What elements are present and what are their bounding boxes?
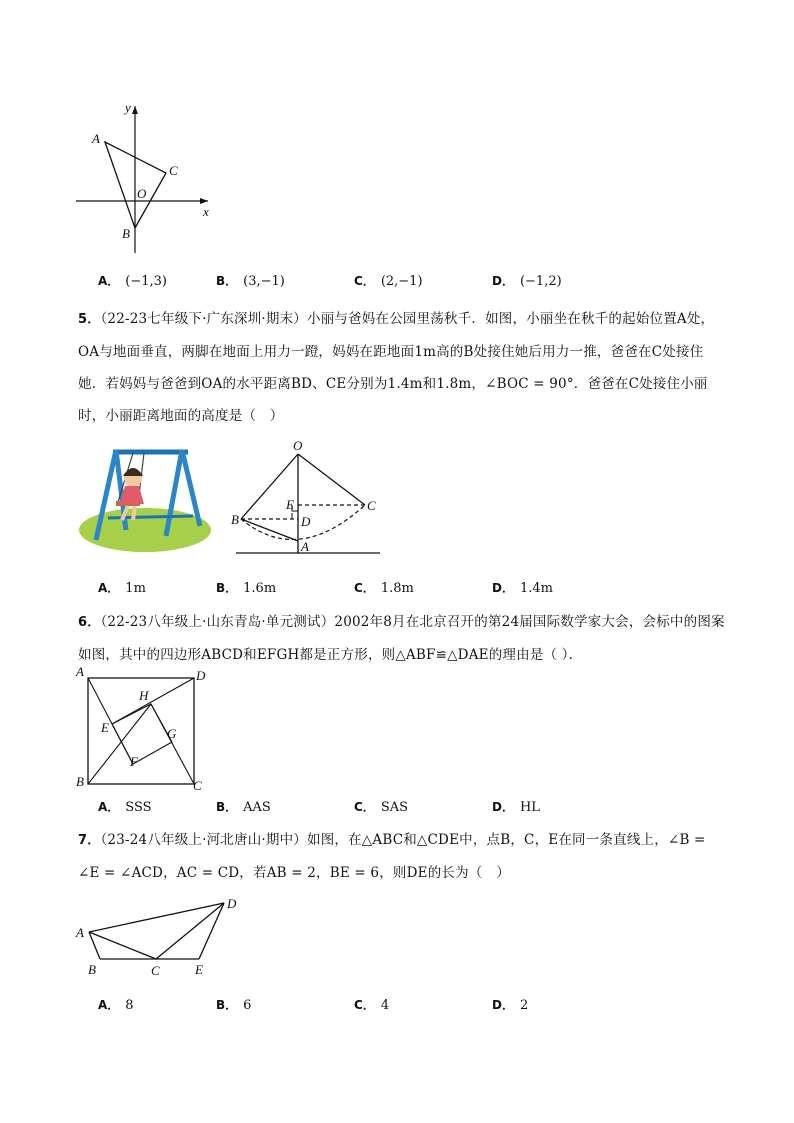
point-a-label: A: [76, 664, 84, 679]
point-g-label: G: [167, 726, 177, 741]
q6-option-c[interactable]: C． SAS: [354, 800, 409, 815]
q7-option-c[interactable]: C． 4: [354, 998, 390, 1013]
point-e-label: E: [195, 962, 203, 977]
q4-option-c[interactable]: C． (2,−1): [354, 274, 423, 289]
q7-options: [98, 996, 658, 1016]
q4-option-a[interactable]: A． (−1,3): [98, 274, 168, 289]
question-7-number: 7．: [78, 833, 101, 848]
point-a-label: A: [76, 925, 84, 940]
q6-options: [98, 798, 658, 818]
point-b-label: B: [122, 226, 130, 241]
triangles-figure: [72, 890, 252, 982]
x-axis-label: x: [203, 204, 209, 219]
origin-label: O: [137, 186, 147, 201]
q6-option-a[interactable]: A． SSS: [98, 800, 152, 815]
question-6-number: 6．: [78, 615, 101, 630]
point-f-label: F: [130, 754, 138, 769]
point-h-label: H: [139, 688, 149, 703]
swing-geometry-figure: [230, 438, 385, 560]
point-b-label: B: [88, 962, 96, 977]
point-a-label: A: [301, 539, 309, 554]
point-a-label: A: [92, 131, 100, 146]
point-c-label: C: [193, 778, 202, 793]
q5-options: [98, 579, 658, 599]
question-5: [78, 303, 728, 432]
question-5-text: （22-23七年级下·广东深圳·期末）小丽与爸妈在公园里荡秋千．如图，小丽坐在秋千的起始位置A处，OA与地面垂直，两脚在地面上用力一蹬，妈妈在距地面1m高的B处接住她后用力一推，爸爸在C处接住她．若妈妈与爸爸到OA的水平距离BD、CE分别为1.4m和1.8m，∠BOC = 90°．爸爸在C处接住小丽时，小丽距离地面的高度是（ ）: [78, 311, 715, 424]
q6-option-b[interactable]: B． AAS: [216, 800, 271, 815]
y-axis-label: y: [125, 100, 131, 115]
point-b-label: B: [76, 774, 84, 789]
q6-option-d[interactable]: D． HL: [492, 800, 540, 815]
point-d-label: D: [227, 896, 237, 911]
point-o-label: O: [293, 438, 303, 453]
question-6: [78, 606, 728, 671]
point-d-label: D: [301, 514, 311, 529]
q4-option-b[interactable]: B． (3,−1): [216, 274, 285, 289]
point-c-label: C: [151, 963, 160, 978]
coordinate-figure: [70, 98, 230, 258]
point-e-label: E: [286, 497, 294, 512]
point-c-label: C: [367, 498, 376, 513]
question-7: [78, 824, 728, 889]
q5-option-a[interactable]: A． 1m: [98, 581, 146, 596]
point-b-label: B: [231, 512, 239, 527]
q4-options: [98, 272, 658, 292]
q5-option-b[interactable]: B． 1.6m: [216, 581, 277, 596]
q7-option-a[interactable]: A． 8: [98, 998, 134, 1013]
question-5-number: 5．: [78, 312, 101, 327]
point-e-label: E: [101, 720, 109, 735]
q7-option-d[interactable]: D． 2: [492, 998, 529, 1013]
q5-option-c[interactable]: C． 1.8m: [354, 581, 414, 596]
question-7-text: （23-24八年级上·河北唐山·期中）如图，在△ABC和△CDE中，点B，C，E在同一条直线上，∠B = ∠E = ∠ACD，AC = CD，若AB = 2，BE = 6，则DE的长为（ ）: [78, 832, 706, 881]
point-d-label: D: [196, 668, 206, 683]
swing-illustration: [78, 440, 213, 555]
squares-figure: [72, 664, 212, 794]
q4-option-d[interactable]: D． (−1,2): [492, 274, 562, 289]
q5-option-d[interactable]: D． 1.4m: [492, 581, 553, 596]
point-c-label: C: [169, 163, 178, 178]
question-6-text: （22-23八年级上·山东青岛·单元测试）2002年8月在北京召开的第24届国际数学家大会，会标中的图案如图，其中的四边形ABCD和EFGH都是正方形，则△ABF≌△DAE的理由是（ ）．: [78, 614, 725, 663]
q7-option-b[interactable]: B． 6: [216, 998, 252, 1013]
